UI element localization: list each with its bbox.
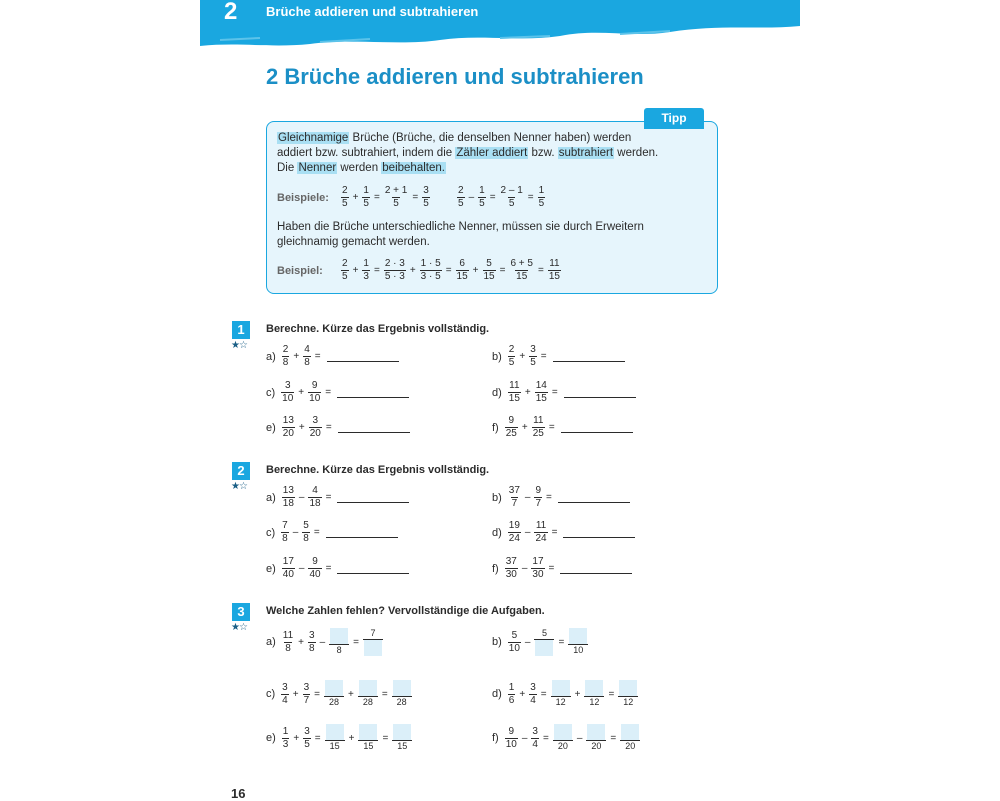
exercise-1f: f) $\frac{9}{25}$ + $\frac{11}{25}$ = (492, 416, 633, 439)
exercise-3a: a) $\frac{11}{8}$ + $\frac{3}{8}$ – 8 = 7 (266, 628, 385, 656)
examples-label: Beispiele: (277, 192, 329, 204)
answer-blank[interactable] (563, 527, 635, 538)
exercise-2d: d) $\frac{19}{24}$ – $\frac{11}{24}$ = (492, 521, 635, 544)
exercise-1d: d) $\frac{11}{15}$ + $\frac{14}{15}$ = (492, 381, 636, 404)
exercise-1a: a) $\frac{2}{8}$ + $\frac{4}{8}$ = (266, 345, 399, 368)
missing-number-field[interactable]: 12 (618, 680, 638, 708)
missing-number-field[interactable]: 12 (551, 680, 571, 708)
tip-text: bzw. (528, 147, 558, 159)
exercise-2e: e) $\frac{17}{40}$ – $\frac{9}{40}$ = (266, 557, 409, 580)
exercise-3e: e) $\frac{1}{3}$ + $\frac{3}{5}$ = 15 + 15 = 15 (266, 724, 414, 752)
item-label: b) (492, 491, 502, 504)
chapter-title: Brüche addieren und subtrahieren (266, 4, 479, 19)
missing-number-field[interactable]: 20 (586, 724, 606, 752)
exercise-number-3: 3 (232, 603, 250, 621)
missing-number-field[interactable]: 28 (358, 680, 378, 708)
exercise-1b: b) $\frac{2}{5}$ + $\frac{3}{5}$ = (492, 345, 625, 368)
tip-text: werden (337, 162, 382, 174)
item-label: c) (266, 526, 276, 539)
item-label: f) (492, 421, 499, 434)
answer-blank[interactable] (337, 387, 409, 398)
item-label: d) (492, 386, 502, 399)
item-label: f) (492, 732, 499, 744)
exercise-instruction-3: Welche Zahlen fehlen? Vervollständige die Aufgaben. (266, 605, 545, 617)
answer-blank[interactable] (560, 563, 632, 574)
example-1: $\frac{2}{5}$ + $\frac{1}{5}$ = $\frac{2 + 1}{5}$ = $\frac{3}{5}$ (342, 185, 429, 209)
exercise-3b: b) $\frac{5}{10}$ – 5 = 10 (492, 628, 590, 656)
exercise-2b: b) $\frac{37}{7}$ – $\frac{9}{7}$ = (492, 486, 630, 509)
item-label: e) (266, 562, 276, 575)
page-number: 16 (231, 786, 246, 801)
exercise-2c: c) $\frac{7}{8}$ – $\frac{5}{8}$ = (266, 521, 398, 544)
tip-text: addiert bzw. subtrahiert, indem die (277, 147, 456, 159)
missing-number-field[interactable]: 5 (534, 628, 554, 656)
tip-line-2 (277, 147, 658, 159)
answer-blank[interactable] (553, 351, 625, 362)
item-label: d) (492, 526, 502, 539)
missing-number-field[interactable]: 28 (392, 680, 412, 708)
missing-number-field[interactable]: 10 (568, 628, 588, 656)
answer-blank[interactable] (338, 422, 410, 433)
example-2: $\frac{2}{5}$ – $\frac{1}{5}$ = $\frac{2 - 1}{5}$ = $\frac{1}{5}$ (458, 185, 545, 209)
answer-blank[interactable] (337, 563, 409, 574)
difficulty-stars: ★☆ (231, 481, 247, 492)
tip-line-1 (277, 132, 631, 144)
example-label: Beispiel: (277, 265, 323, 277)
exercise-instruction-1: Berechne. Kürze das Ergebnis vollständig. (266, 323, 490, 335)
missing-number-field[interactable]: 20 (553, 724, 573, 752)
exercise-number-2: 2 (232, 462, 250, 480)
item-label: b) (492, 350, 502, 363)
exercise-number-1: 1 (232, 321, 250, 339)
item-label: e) (266, 421, 276, 434)
item-label: d) (492, 688, 502, 700)
highlight-zaehler: Zähler addiert (456, 147, 528, 159)
highlight-subtrahiert: subtrahiert (558, 147, 614, 159)
missing-number-field[interactable]: 15 (392, 724, 412, 752)
difficulty-stars: ★☆ (231, 340, 247, 351)
tip-tab: Tipp (644, 108, 704, 129)
example-3: $\frac{2}{5}$ + $\frac{1}{3}$ = $\frac{2 \cdot 3}{5 \cdot 3}$ + $\frac{1 \cdot 5}{3 \cdot 5}$ = $\frac{6}{15}$ + $\frac{5}{15}$ = $\frac{6 + 5}{15}$ = $\frac{11}{15}$ (342, 258, 560, 282)
answer-blank[interactable] (561, 422, 633, 433)
item-label: b) (492, 636, 502, 648)
item-label: a) (266, 491, 276, 504)
answer-blank[interactable] (327, 351, 399, 362)
exercise-2a: a) $\frac{13}{18}$ – $\frac{4}{18}$ = (266, 486, 409, 509)
exercise-3c: c) $\frac{3}{4}$ + $\frac{3}{7}$ = 28 + 28 = 28 (266, 680, 414, 708)
tip-line-5: gleichnamig gemacht werden. (277, 236, 430, 248)
answer-blank[interactable] (337, 492, 409, 503)
answer-blank[interactable] (326, 527, 398, 538)
missing-number-field[interactable]: 12 (584, 680, 604, 708)
missing-number-field[interactable]: 15 (358, 724, 378, 752)
tip-text: werden. (614, 147, 659, 159)
tip-text: Die (277, 162, 298, 174)
missing-number-field[interactable]: 7 (363, 628, 383, 656)
item-label: c) (266, 688, 276, 700)
answer-blank[interactable] (558, 492, 630, 503)
item-label: c) (266, 386, 276, 399)
answer-blank[interactable] (564, 387, 636, 398)
exercise-instruction-2: Berechne. Kürze das Ergebnis vollständig. (266, 464, 490, 476)
exercise-1e: e) $\frac{13}{20}$ + $\frac{3}{20}$ = (266, 416, 410, 439)
highlight-gleichnamige: Gleichnamige (278, 132, 349, 144)
exercise-1c: c) $\frac{3}{10}$ + $\frac{9}{10}$ = (266, 381, 409, 404)
page-heading: 2 Brüche addieren und subtrahieren (266, 64, 644, 89)
missing-number-field[interactable]: 20 (620, 724, 640, 752)
tip-line-3 (277, 162, 446, 174)
chapter-number: 2 (224, 0, 238, 25)
highlight-nenner: Nenner (298, 162, 337, 174)
item-label: f) (492, 562, 499, 575)
missing-number-field[interactable]: 8 (329, 628, 349, 656)
item-label: a) (266, 350, 276, 363)
exercise-3f: f) $\frac{9}{10}$ – $\frac{3}{4}$ = 20 – 20 = 20 (492, 724, 642, 752)
highlight-beibehalten: beibehalten. (382, 162, 445, 174)
difficulty-stars: ★☆ (231, 622, 247, 633)
exercise-2f: f) $\frac{37}{30}$ – $\frac{17}{30}$ = (492, 557, 632, 580)
tip-text: Brüche (Brüche, die denselben Nenner haben) werden (349, 132, 632, 144)
item-label: a) (266, 636, 276, 648)
missing-number-field[interactable]: 28 (324, 680, 344, 708)
item-label: e) (266, 732, 276, 744)
tip-line-4: Haben die Brüche unterschiedliche Nenner, müssen sie durch Erweitern (277, 221, 644, 233)
missing-number-field[interactable]: 15 (325, 724, 345, 752)
exercise-3d: d) $\frac{1}{6}$ + $\frac{3}{4}$ = 12 + 12 = 12 (492, 680, 640, 708)
